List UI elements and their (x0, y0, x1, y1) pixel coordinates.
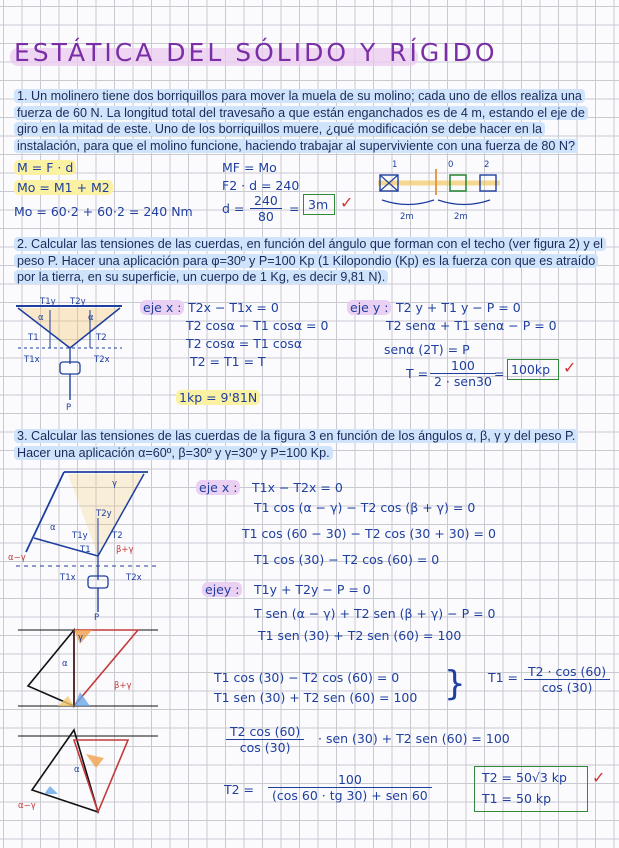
p1-label-1: 1 (392, 160, 398, 170)
p3-geo1-beta-gamma: β+γ (114, 681, 132, 691)
problem-1-text: 1. Un molinero tiene dos borriquillos para mover la muela de su molino; cada uno de ellos realiza una fuerza de 60 N. La longitud total del travesaño a que están enganchados es de 4 m, estando el eje de giro en la mitad de este. Uno de los borriquillos muere, ¿qué modificación se debe hacer en la instalación, para que el molino funcione, haciendo trabajar al superviviente con una fuerza de 80 N? (14, 88, 604, 154)
p2-ejex-label: eje x : (140, 300, 184, 315)
p3-ejex-label: eje x : (196, 480, 240, 495)
p3-t1-fraction: $\frac{T2 \cdot \cos (60)}{\cos (30)}$ (524, 664, 610, 695)
p2-answer: 100kp (511, 362, 551, 377)
p2-label-t1: T1 (28, 333, 39, 343)
p3-ejey-1: T1y + T2y − P = 0 (254, 582, 371, 597)
p1-label-2: 2 (484, 160, 490, 170)
p3-label-t2y: T2y (96, 509, 112, 519)
p3-diagram (8, 468, 168, 623)
p3-label-t1x: T1x (60, 573, 76, 583)
p1-eq-d-lhs: d = (222, 201, 245, 216)
p2-ejex-1: T2x − T1x = 0 (188, 300, 279, 315)
page-title: ESTÁTICA DEL SÓLIDO Y RÍGIDO (14, 38, 498, 67)
p3-system-brace: } (444, 664, 466, 704)
p1-eq-f2d: F2 · d = 240 (222, 178, 300, 193)
p2-ejey-4-equals: = (494, 366, 505, 381)
p3-system-1: T1 cos (30) − T2 cos (60) = 0 (214, 670, 400, 685)
p3-geo2-alpha: α (74, 765, 80, 775)
p3-label-t2: T2 (112, 531, 123, 541)
p1-eq-mf: MF = Mo (222, 160, 277, 175)
p2-ejex-4: T2 = T1 = T (190, 354, 266, 369)
p3-ejex-2: T1 cos (α − γ) − T2 cos (β + γ) = 0 (254, 500, 476, 515)
p2-ejey-4-lhs: T = (406, 366, 429, 381)
p2-ejey-2: T2 senα + T1 senα − P = 0 (386, 318, 557, 333)
p2-ejey-3: senα (2T) = P (384, 342, 470, 357)
p3-label-p: P (94, 613, 100, 623)
p3-ejey-label: ejey : (202, 582, 242, 597)
p3-ejey-3: T1 sen (30) + T2 sen (60) = 100 (258, 628, 462, 643)
p1-eq-moment: M = F · d (14, 160, 76, 175)
p3-ejey-2: T sen (α − γ) + T2 sen (β + γ) − P = 0 (254, 606, 496, 621)
p3-label-gamma: γ (112, 479, 118, 489)
p3-answer-t2: T2 = 50√3 kp (482, 770, 567, 785)
p1-label-0: 0 (448, 160, 454, 170)
p2-label-alpha-right: α (88, 313, 94, 323)
p2-label-t2: T2 (96, 333, 107, 343)
p2-ejey-1: T2 y + T1 y − P = 0 (396, 300, 521, 315)
p3-substitution-fraction: $\frac{T2 \cos (60)}{\cos (30)}$ (226, 724, 304, 755)
p2-label-p: P (66, 403, 72, 413)
p2-diagram (10, 296, 128, 412)
p3-geo2-alpha-gamma: α−γ (18, 801, 36, 811)
problem-2-text: 2. Calcular las tensiones de las cuerdas, en función del ángulo que forman con el techo (ver figura 2) y el peso P. Hacer una aplicación para φ=30º y P=100 Kp (1 Kilopondio (Kp) es la fuerza con que es atraído por la tierra, en su superficie, un cuerpo de 1 Kg, es decir 9,81 N). (14, 236, 604, 286)
p2-label-alpha-left: α (38, 313, 44, 323)
p2-label-t1x: T1x (24, 355, 40, 365)
p2-label-t2x: T2x (94, 355, 110, 365)
p3-geo1-gamma: γ (78, 633, 84, 643)
p1-label-2m-right: 2m (454, 212, 468, 222)
p3-label-t1: T1 (80, 545, 91, 555)
p3-label-t2x: T2x (126, 573, 142, 583)
p3-t1-lhs: T1 = (488, 670, 519, 685)
p2-ejey-label: eje y : (347, 300, 391, 315)
p3-ejex-4: T1 cos (30) − T2 cos (60) = 0 (254, 552, 440, 567)
p3-label-t1y: T1y (72, 531, 88, 541)
p2-check-icon: ✓ (563, 358, 577, 377)
p1-answer: 3m (308, 197, 329, 212)
p1-check-icon: ✓ (340, 193, 354, 212)
p2-label-t1y: T1y (40, 297, 56, 307)
p3-system-2: T1 sen (30) + T2 sen (60) = 100 (214, 690, 418, 705)
p3-label-beta-gamma: β+γ (116, 545, 134, 555)
p2-ejex-3: T2 cosα = T1 cosα (186, 336, 303, 351)
p3-ejex-3: T1 cos (60 − 30) − T2 cos (30 + 30) = 0 (242, 526, 496, 541)
p3-t2-fraction: 100 (cos 60 · tg 30) + sen 60 (268, 772, 432, 803)
p2-kp-equivalence: 1kp = 9'81N (176, 390, 260, 405)
p1-diagram (370, 155, 510, 225)
p2-label-t2y: T2y (70, 297, 86, 307)
p3-geo1-alpha: α (62, 659, 68, 669)
p1-label-2m-left: 2m (400, 212, 414, 222)
p3-geometry-figure-2 (18, 726, 158, 818)
p2-ejey-4-fraction: 100 2 · sen30 (430, 358, 496, 389)
p1-eq-d-fraction: $\frac{240}{80}$ (250, 193, 282, 224)
p1-eq-d-equals: = (289, 201, 300, 216)
p3-answer-t1: T1 = 50 kp (482, 791, 552, 806)
p3-substitution-rest: · sen (30) + T2 sen (60) = 100 (318, 731, 510, 746)
p2-ejex-2: T2 cosα − T1 cosα = 0 (186, 318, 329, 333)
problem-3-text: 3. Calcular las tensiones de las cuerdas de la figura 3 en función de los ángulos α, β, γ y del peso P. Hacer una aplicación α=60º, β=30º y γ=30º y P=100 Kp. (14, 428, 604, 461)
p3-label-alpha-gamma: α−γ (8, 553, 26, 563)
p3-ejex-1: T1x − T2x = 0 (252, 480, 343, 495)
p1-eq-mo: Mo = 60·2 + 60·2 = 240 Nm (14, 204, 193, 219)
p3-geometry-figure-1 (18, 626, 158, 714)
p3-label-alpha: α (50, 523, 56, 533)
p1-eq-sum: Mo = M1 + M2 (14, 180, 113, 195)
p3-check-icon: ✓ (592, 768, 606, 787)
p3-t2-lhs: T2 = (224, 782, 255, 797)
